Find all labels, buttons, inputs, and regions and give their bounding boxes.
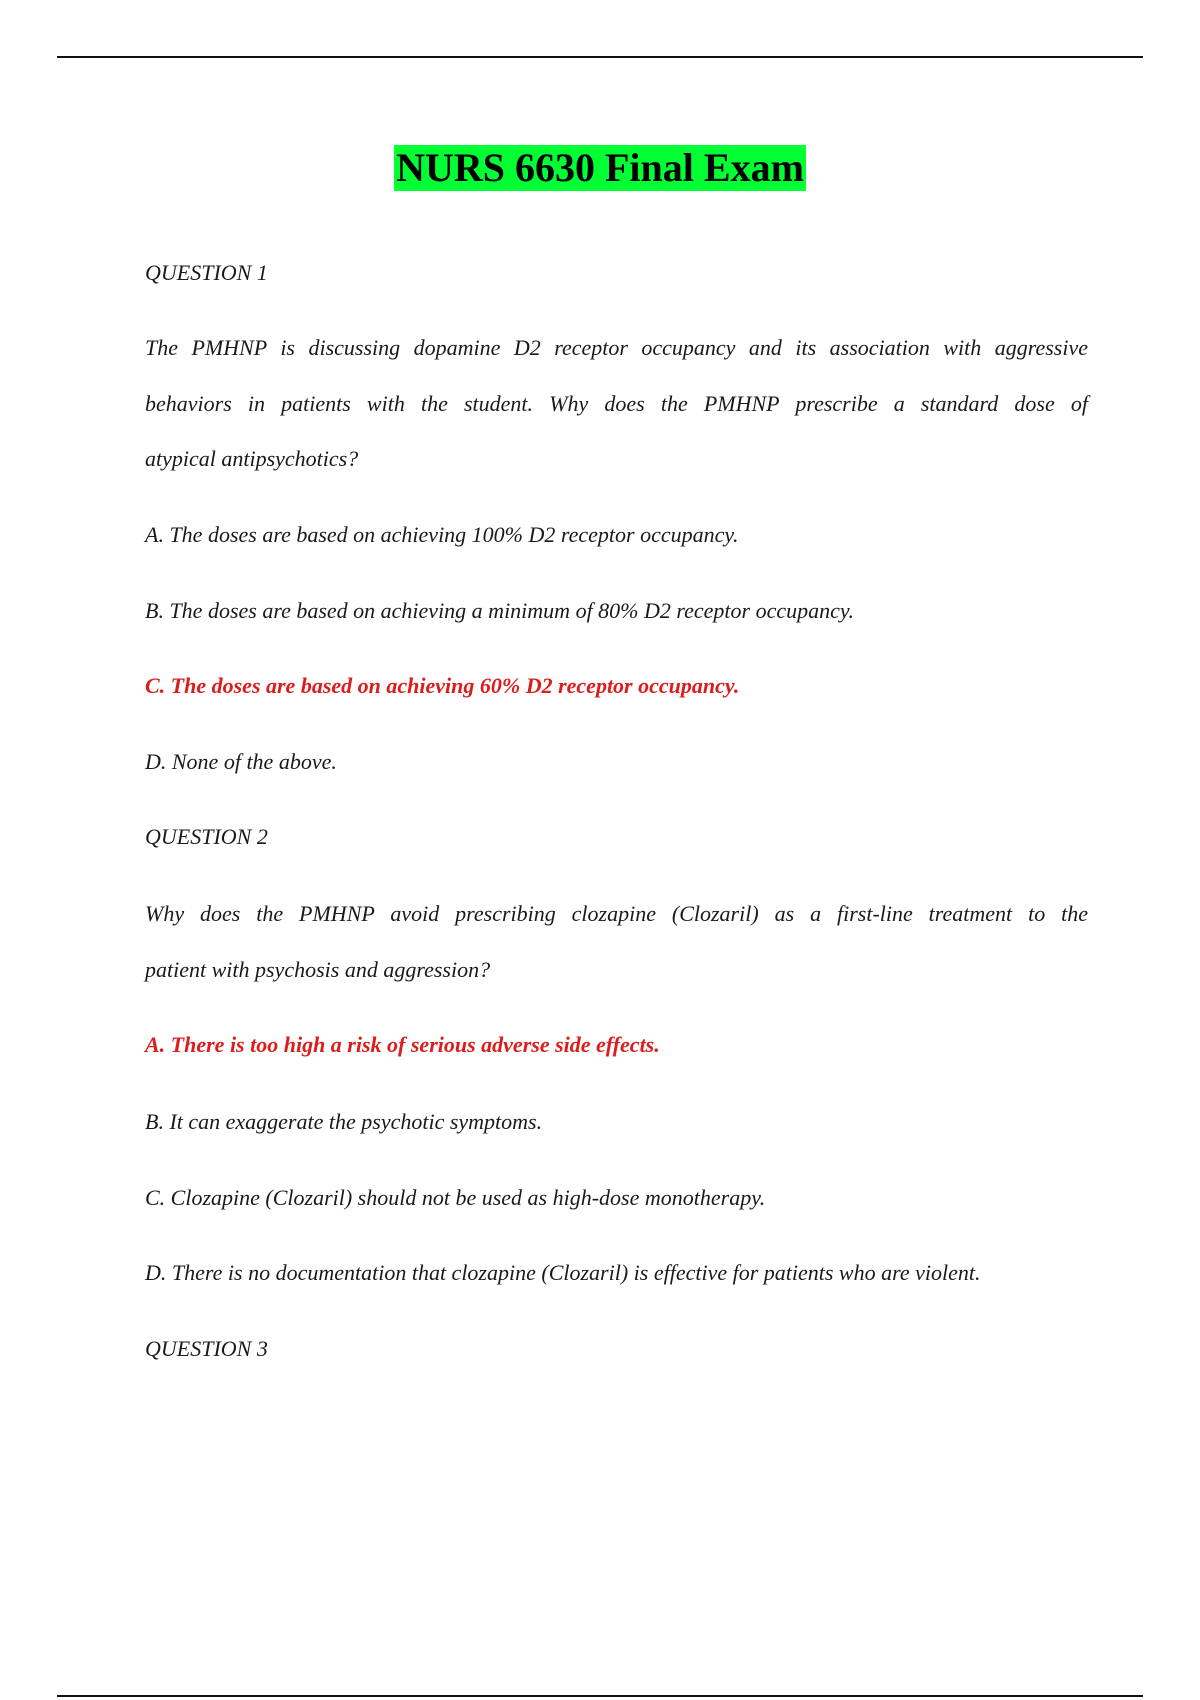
question-2-heading: QUESTION 2 bbox=[145, 824, 268, 849]
question-2-stem-line-2: patient with psychosis and aggression? bbox=[145, 957, 491, 982]
question-1-stem-line-3: atypical antipsychotics? bbox=[145, 446, 359, 471]
question-3-heading: QUESTION 3 bbox=[145, 1336, 268, 1361]
question-1-stem-line-1: The PMHNP is discussing dopamine D2 receptor occupancy and its association with aggressive bbox=[145, 335, 1088, 360]
question-2-option-a-correct: A. There is too high a risk of serious adverse side effects. bbox=[145, 1032, 660, 1057]
question-1-option-b: B. The doses are based on achieving a minimum of 80% D2 receptor occupancy. bbox=[145, 598, 854, 623]
footer-rule bbox=[57, 1695, 1143, 1697]
question-2-stem-line-1: Why does the PMHNP avoid prescribing clozapine (Clozaril) as a first-line treatment to the bbox=[145, 901, 1088, 926]
page-title: NURS 6630 Final Exam bbox=[396, 145, 804, 190]
header-rule bbox=[57, 56, 1143, 58]
question-1-heading: QUESTION 1 bbox=[145, 260, 268, 285]
question-1-option-a: A. The doses are based on achieving 100% D2 receptor occupancy. bbox=[145, 522, 739, 547]
question-1-option-c-correct: C. The doses are based on achieving 60% D2 receptor occupancy. bbox=[145, 673, 740, 698]
question-2-option-d: D. There is no documentation that clozapine (Clozaril) is effective for patients who are violent. bbox=[145, 1260, 981, 1285]
question-1-stem-line-2: behaviors in patients with the student. Why does the PMHNP prescribe a standard dose of bbox=[145, 391, 1088, 416]
question-1-option-d: D. None of the above. bbox=[145, 749, 337, 774]
title-container bbox=[0, 145, 1200, 191]
question-2-option-c: C. Clozapine (Clozaril) should not be used as high-dose monotherapy. bbox=[145, 1185, 766, 1210]
question-2-option-b: B. It can exaggerate the psychotic symptoms. bbox=[145, 1109, 543, 1134]
